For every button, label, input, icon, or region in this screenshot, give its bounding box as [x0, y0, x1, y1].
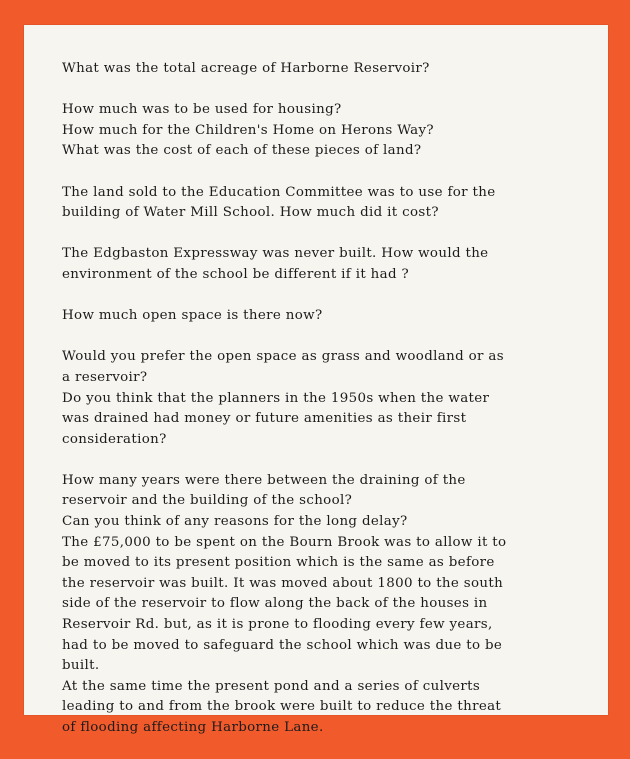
paragraph-education-committee: [62, 183, 592, 224]
paragraph-land-use: [62, 100, 592, 162]
text-line: had to be moved to safeguard the school which was due to be: [62, 637, 503, 653]
text-line: The Edgbaston Expressway was never built. How would the: [62, 246, 489, 262]
text-line: of flooding affecting Harborne Lane.: [62, 720, 324, 735]
text-line: How many years were there between the draining of the: [62, 472, 466, 488]
text-line: The land sold to the Education Committee was to use for the: [62, 184, 496, 200]
text-line: What was the cost of each of these pieces of land?: [62, 143, 422, 159]
text-line: building of Water Mill School. How much did it cost?: [62, 205, 439, 221]
text-line: What was the total acreage of Harborne Reservoir?: [62, 61, 430, 76]
text-line: leading to and from the brook were built to reduce the threat: [62, 699, 502, 715]
text-line: How much open space is there now?: [62, 308, 323, 324]
text-line: a reservoir?: [62, 369, 148, 385]
text-line: be moved to its present position which is the same as before: [62, 555, 495, 571]
text-line: Do you think that the planners in the 1950s when the water: [62, 390, 490, 406]
paragraph-open-space: [62, 306, 592, 327]
text-line: Can you think of any reasons for the long delay?: [62, 514, 408, 530]
text-line: Reservoir Rd. but, as it is prone to flooding every few years,: [62, 617, 493, 633]
text-line: The £75,000 to be spent on the Bourn Brook was to allow it to: [62, 534, 507, 550]
paragraph-expressway: [62, 244, 592, 285]
text-line: built.: [62, 658, 100, 674]
text-line: How much was to be used for housing?: [62, 102, 342, 118]
text-line: reservoir and the building of the school?: [62, 493, 353, 509]
text-line: consideration?: [62, 431, 167, 447]
question-text: [62, 59, 592, 759]
paragraph-draining-history: [62, 471, 592, 739]
text-line: side of the reservoir to flow along the back of the houses in: [62, 596, 488, 612]
text-line: Would you prefer the open space as grass and woodland or as: [62, 349, 504, 365]
paragraph-acreage: [62, 59, 592, 80]
text-line: environment of the school be different if it had ?: [62, 266, 410, 282]
text-line: the reservoir was built. It was moved about 1800 to the south: [62, 575, 504, 591]
paragraph-preference: [62, 347, 592, 450]
text-line: At the same time the present pond and a series of culverts: [62, 678, 481, 694]
paper-sheet: [24, 25, 608, 735]
text-line: How much for the Children's Home on Herons Way?: [62, 122, 434, 138]
text-line: was drained had money or future amenities as their first: [62, 411, 467, 427]
